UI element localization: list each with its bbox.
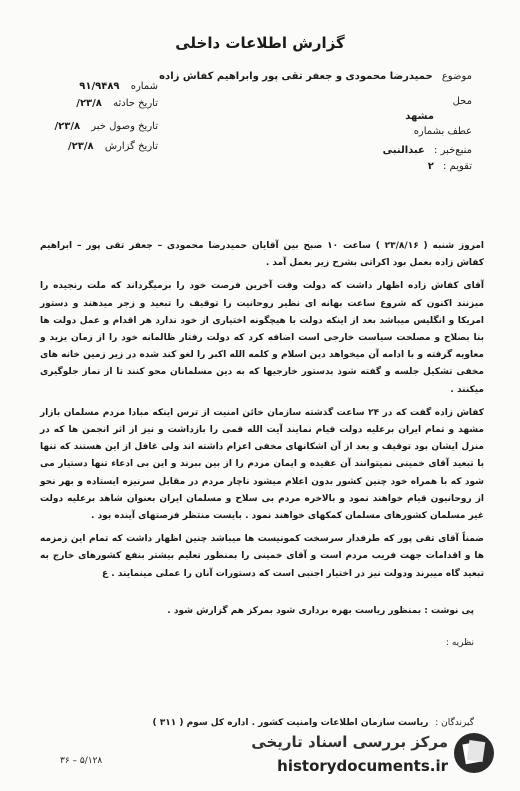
calendar-value: ۲: [427, 161, 434, 172]
body-paragraph: امروز شنبه ( ۲۳/۸/۱۶ ) ساعت ۱۰ صبح بین آقایان حمیدرضا محمودی – جعفر تقی پور – ابراهیم کفاش زاده بعمل بود اکراتی بشرح زیر بعمل آمد .: [40, 241, 484, 269]
closing-note: پی نوشت : بمنظور ریاست بهره برداری شود بمرکز هم گزارش شود .: [167, 606, 474, 616]
subject-label: موضوع: [441, 71, 472, 82]
body-paragraph: آقای کفاش زاده اظهار داشت که دولت وقت آخرین فرصت خود را برمیگرداند که ملت رنجیده را میزنند اکنون که شروع ساعت بهانه ای نظیر روحانیت را توقیف را تبعید و زجر میدهند و دستور امریکا و انگلیس میباشد بعد از اینکه دولت با هیچگونه اختیاری از خود ندارد هر اقدام و عمل دولت ها بنا بصلاح و مصلحت سیاست خارجی است اضافه کرد که دولت رفتار ظالمانه خود را از زمان یزید و معاویه گرفته و با ادامه آن میخواهد دین اسلام و کلمه الله اکبر را لغو کند شده در زیر زمین خانه های مخفی تشکیل جلسه و گفته شود بدستور خارجیها که به دین مسلمانان محو کنند تا از نماز جلوگیری میکنند .: [40, 281, 484, 395]
location-field: [453, 95, 472, 109]
report-body: [40, 238, 484, 589]
subject-field: [159, 70, 472, 84]
report-date-field: [68, 140, 158, 154]
calendar-field: [428, 160, 472, 174]
body-paragraph: ضمناً آقای تقی پور که طرفدار سرسخت کمونیست ها میباشد چنین اظهار داشت که تمام این زمزمه ها و اقدامات جهت فریب مردم است و آقای خمینی را بمنظور تعلیم بیشتر بنفع کشورهای خارج به تبعید گاه میبرند ودولت نیز در اختیار اجنبی است که دستورات آنان را عملی مینمایند . ع: [40, 534, 484, 579]
reference-field: [414, 125, 472, 139]
receipt-date-label: تاریخ وصول خبر: [91, 121, 158, 132]
receipt-date-value: ۲۳/۸/: [54, 121, 81, 132]
incident-date-value: ۲۳/۸/: [76, 98, 102, 109]
opinion-label: نظریه :: [445, 638, 474, 648]
report-date-label: تاریخ گزارش: [104, 141, 158, 152]
calendar-label: تقویم :: [443, 161, 472, 172]
source-label: منبع‌خبر :: [434, 145, 472, 156]
report-date-value: ۲۳/۸/: [68, 141, 94, 152]
body-paragraph: کفاش زاده گفت که در ۲۴ ساعت گذشته سازمان خائن امنیت از ترس اینکه مبادا مردم مسلمان بازار مشهد و تمام ایران برعلیه دولت قیام نمایند آیت الله قمی را بازداشت و نیز از اثر انجمن ها که در منزل ایشان بود توقیف و بعد از آن اشکانهای مخفی اعزام داشته اند ولی غافل از این هستند که تنها با تبعید آقای خمینی نمیتوانند آن عقیده و ایمان مردم را از بین ببرند و این بی ادعاء تنها دستیار می شود که با همراه خود چنین کشور بدون اعلام میشود ناچار مردم در مقابل سرنیزه ایستاده و بهر نحو از روحانیون قیام خواهند نمود و بالاخره مردم بی سلاح و مسلمان ایران بعنوان شاهد برعلیه دولت غیر مسلمان کشورهای مسلمان کمکهای خواهند نمود . بایست منتظر فرصتهای آینده بود .: [40, 407, 484, 522]
number-value: ۹۱/۹۴۸۹: [79, 81, 120, 92]
number-field: [79, 80, 158, 94]
number-label: شماره: [130, 81, 158, 92]
location-label: محل: [452, 96, 472, 107]
reference-label: عطف بشماره: [413, 126, 472, 137]
document-stack-icon: [452, 731, 496, 775]
recipients-value: ریاست سازمان اطلاعات وامنیت کشور . اداره کل سوم ( ۳۱۱ ): [152, 718, 429, 728]
footer-code: ۳۶ – ۵/۱۲۸: [60, 756, 103, 766]
subject-value: حمیدرضا محمودی و جعفر تقی پور وابراهیم کفاش زاده: [159, 71, 433, 82]
report-title: گزارش اطلاعات داخلی: [175, 34, 345, 52]
location-value-field: [405, 110, 440, 124]
location-value: مشهد: [405, 111, 434, 122]
watermark-title: مرکز بررسی اسناد تاریخی: [251, 733, 448, 751]
recipients-label: گیرندگان :: [435, 718, 474, 728]
source-value: عبدالنبی: [382, 145, 425, 156]
receipt-date-field: [54, 120, 158, 134]
source-field: [383, 144, 472, 158]
incident-date-label: تاریخ حادثه: [113, 98, 158, 109]
watermark: [200, 727, 500, 783]
watermark-url[interactable]: historydocuments.ir: [277, 757, 448, 775]
incident-date-field: [76, 97, 158, 111]
